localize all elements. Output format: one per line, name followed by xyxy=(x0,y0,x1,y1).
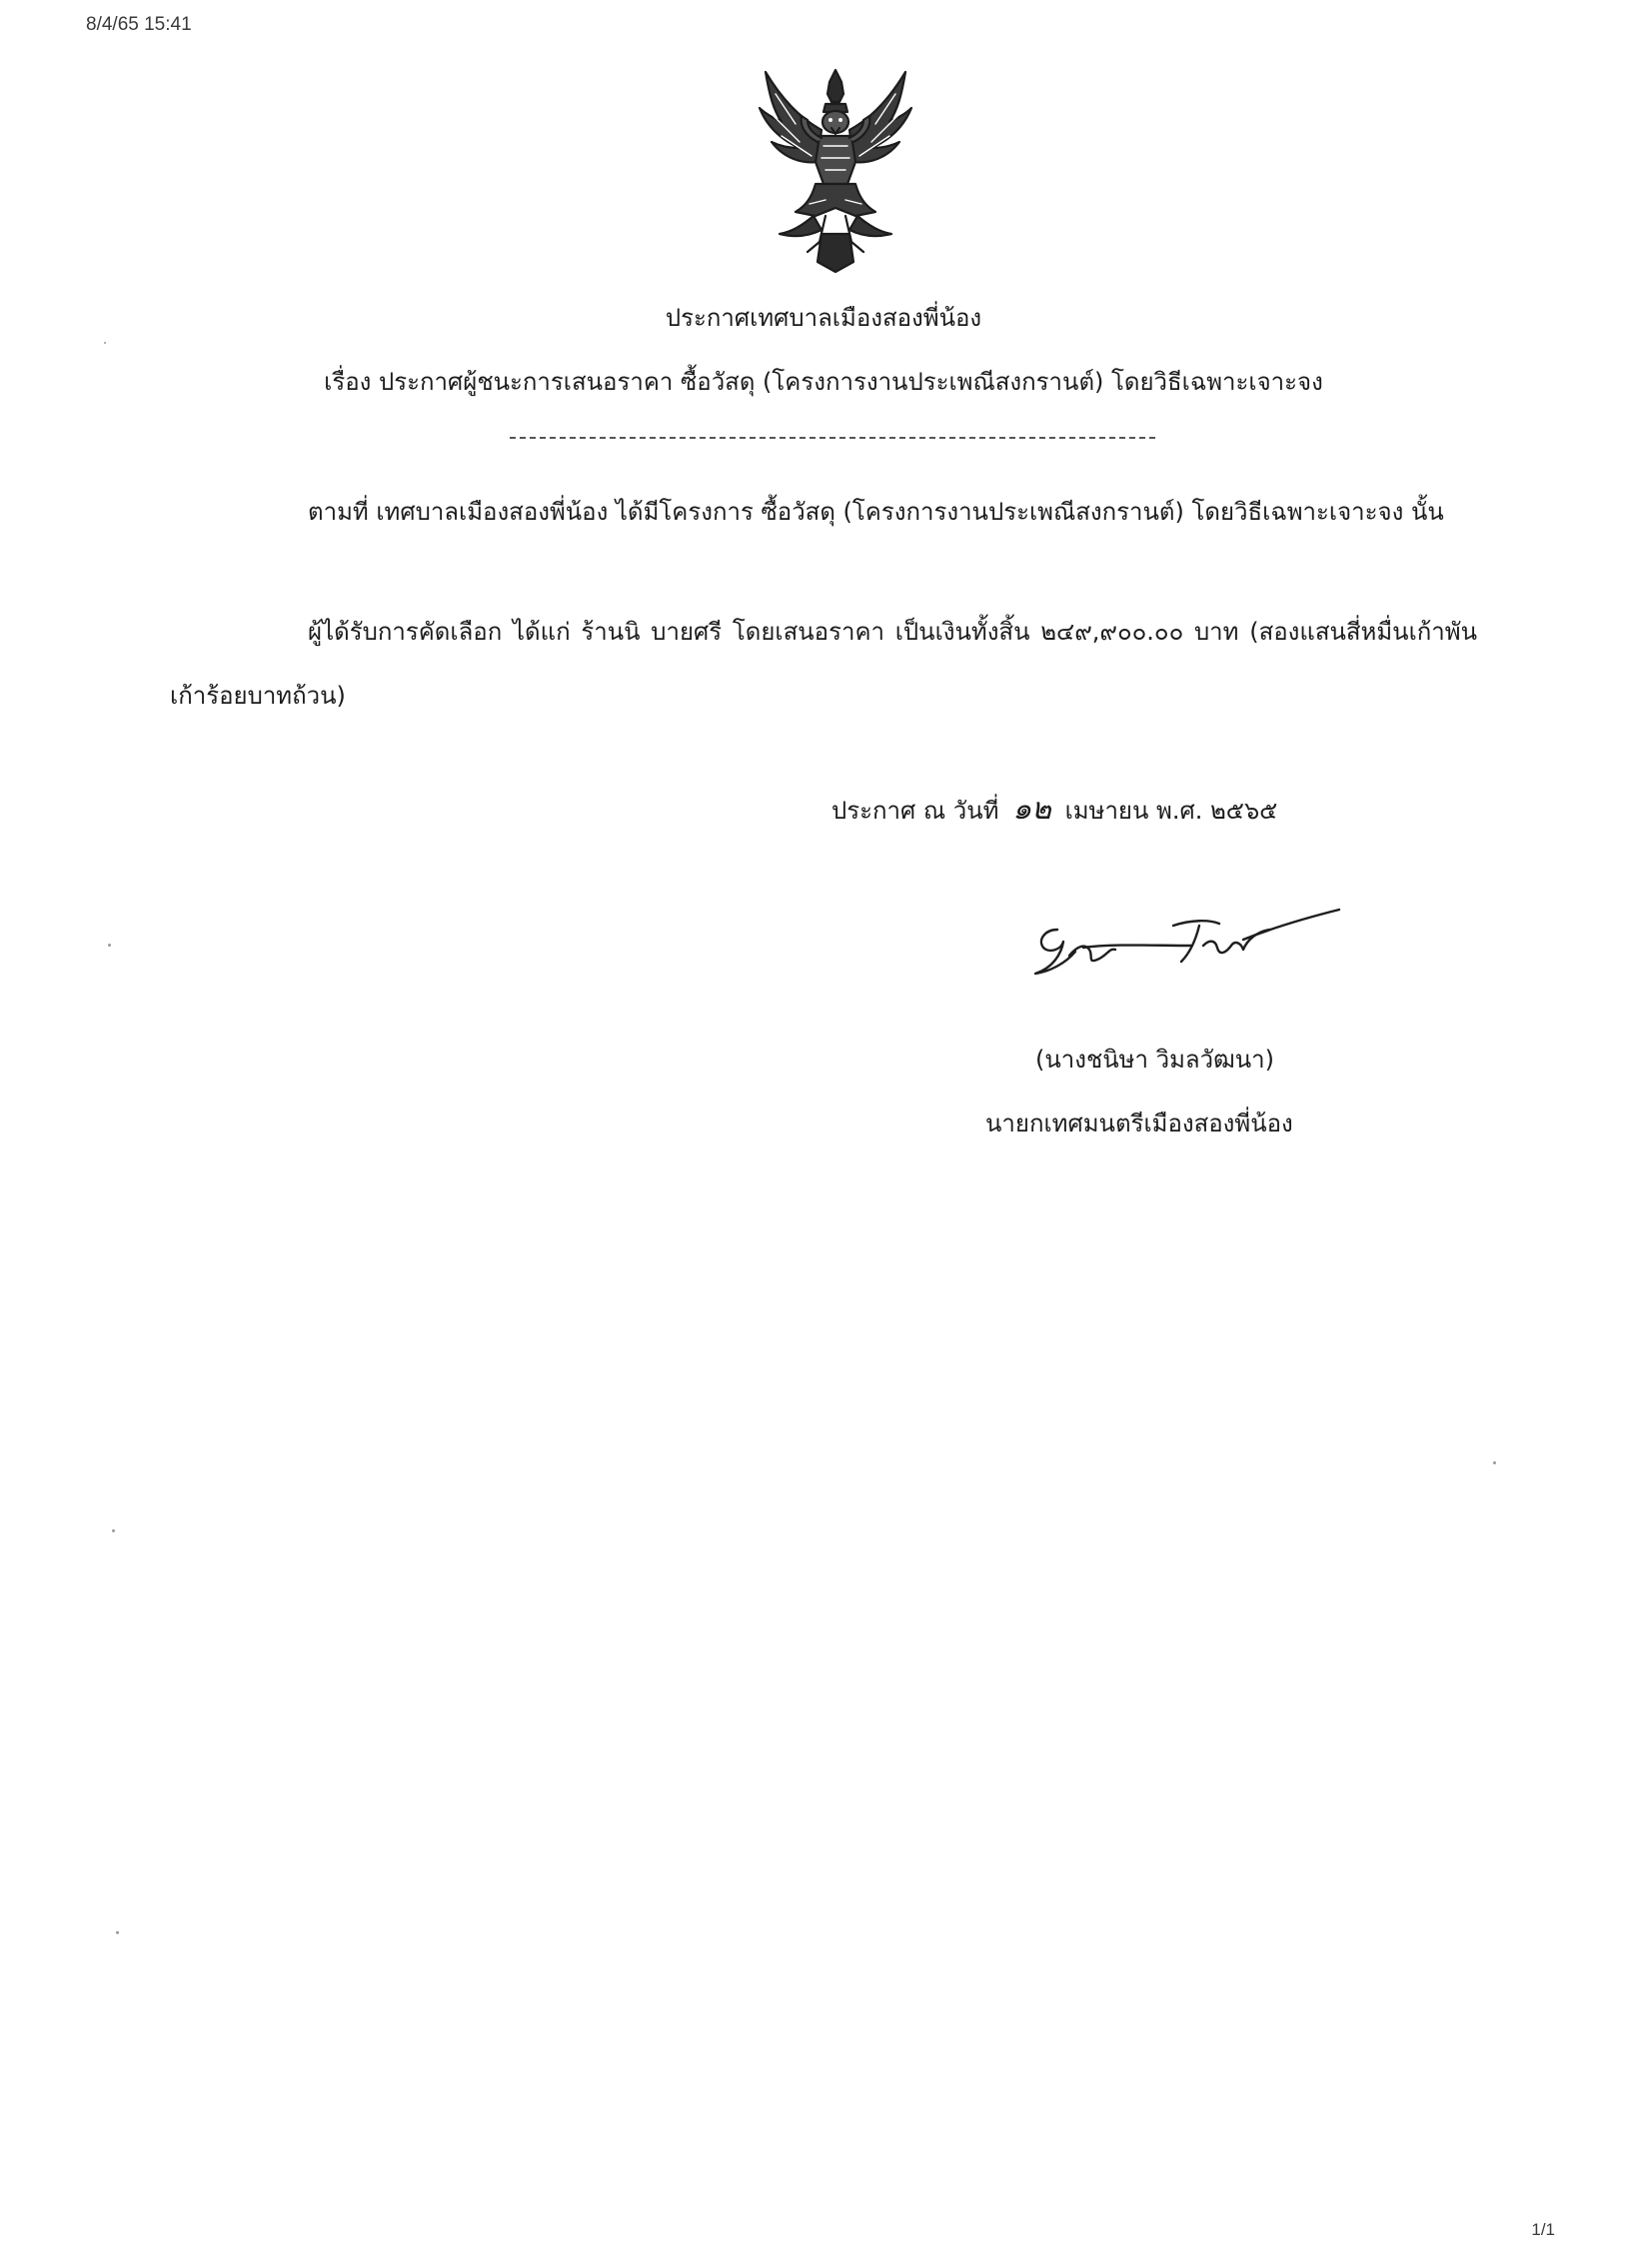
signer-name: (นางชนิษา วิมลวัฒนา) xyxy=(1035,1046,1274,1074)
scan-speck xyxy=(1493,1461,1496,1464)
body-paragraph-1: ตามที่ เทศบาลเมืองสองพี่น้อง ได้มีโครงการ ซื้อวัสดุ (โครงการงานประเพณีสงกรานต์) โดยวิธีเฉพาะเจาะจง นั้น xyxy=(308,498,1444,526)
garuda-emblem-icon xyxy=(756,66,915,276)
dashed-separator xyxy=(510,437,1155,439)
scan-speck xyxy=(104,342,106,344)
announcement-title: ประกาศเทศบาลเมืองสองพี่น้อง xyxy=(665,304,982,332)
date-day-handwritten: ๑๒ xyxy=(1012,792,1051,827)
scan-speck xyxy=(108,944,111,947)
date-month-year: เมษายน พ.ศ. ๒๕๖๕ xyxy=(1064,797,1278,825)
announcement-subject: เรื่อง ประกาศผู้ชนะการเสนอราคา ซื้อวัสดุ (โครงการงานประเพณีสงกรานต์) โดยวิธีเฉพาะเจาะจง xyxy=(324,368,1323,396)
page-counter: 1/1 xyxy=(1531,2220,1555,2239)
body-paragraph-2: ผู้ได้รับการคัดเลือก ได้แก่ ร้านนิ บายศรี โดยเสนอราคา เป็นเงินทั้งสิ้น ๒๔๙,๙๐๐.๐๐ บาท (สองแสนสี่หมื่นเก้าพันเก้าร้อยบาทถ้วน) xyxy=(170,618,1477,710)
handwritten-signature-icon xyxy=(1023,890,1343,1000)
scan-speck xyxy=(112,1529,115,1532)
print-timestamp: 8/4/65 15:41 xyxy=(86,14,192,35)
announcement-date xyxy=(831,790,1277,831)
scan-speck xyxy=(116,1931,119,1934)
signer-title: นายกเทศมนตรีเมืองสองพี่น้อง xyxy=(985,1110,1293,1137)
date-prefix: ประกาศ ณ วันที่ xyxy=(831,797,999,825)
